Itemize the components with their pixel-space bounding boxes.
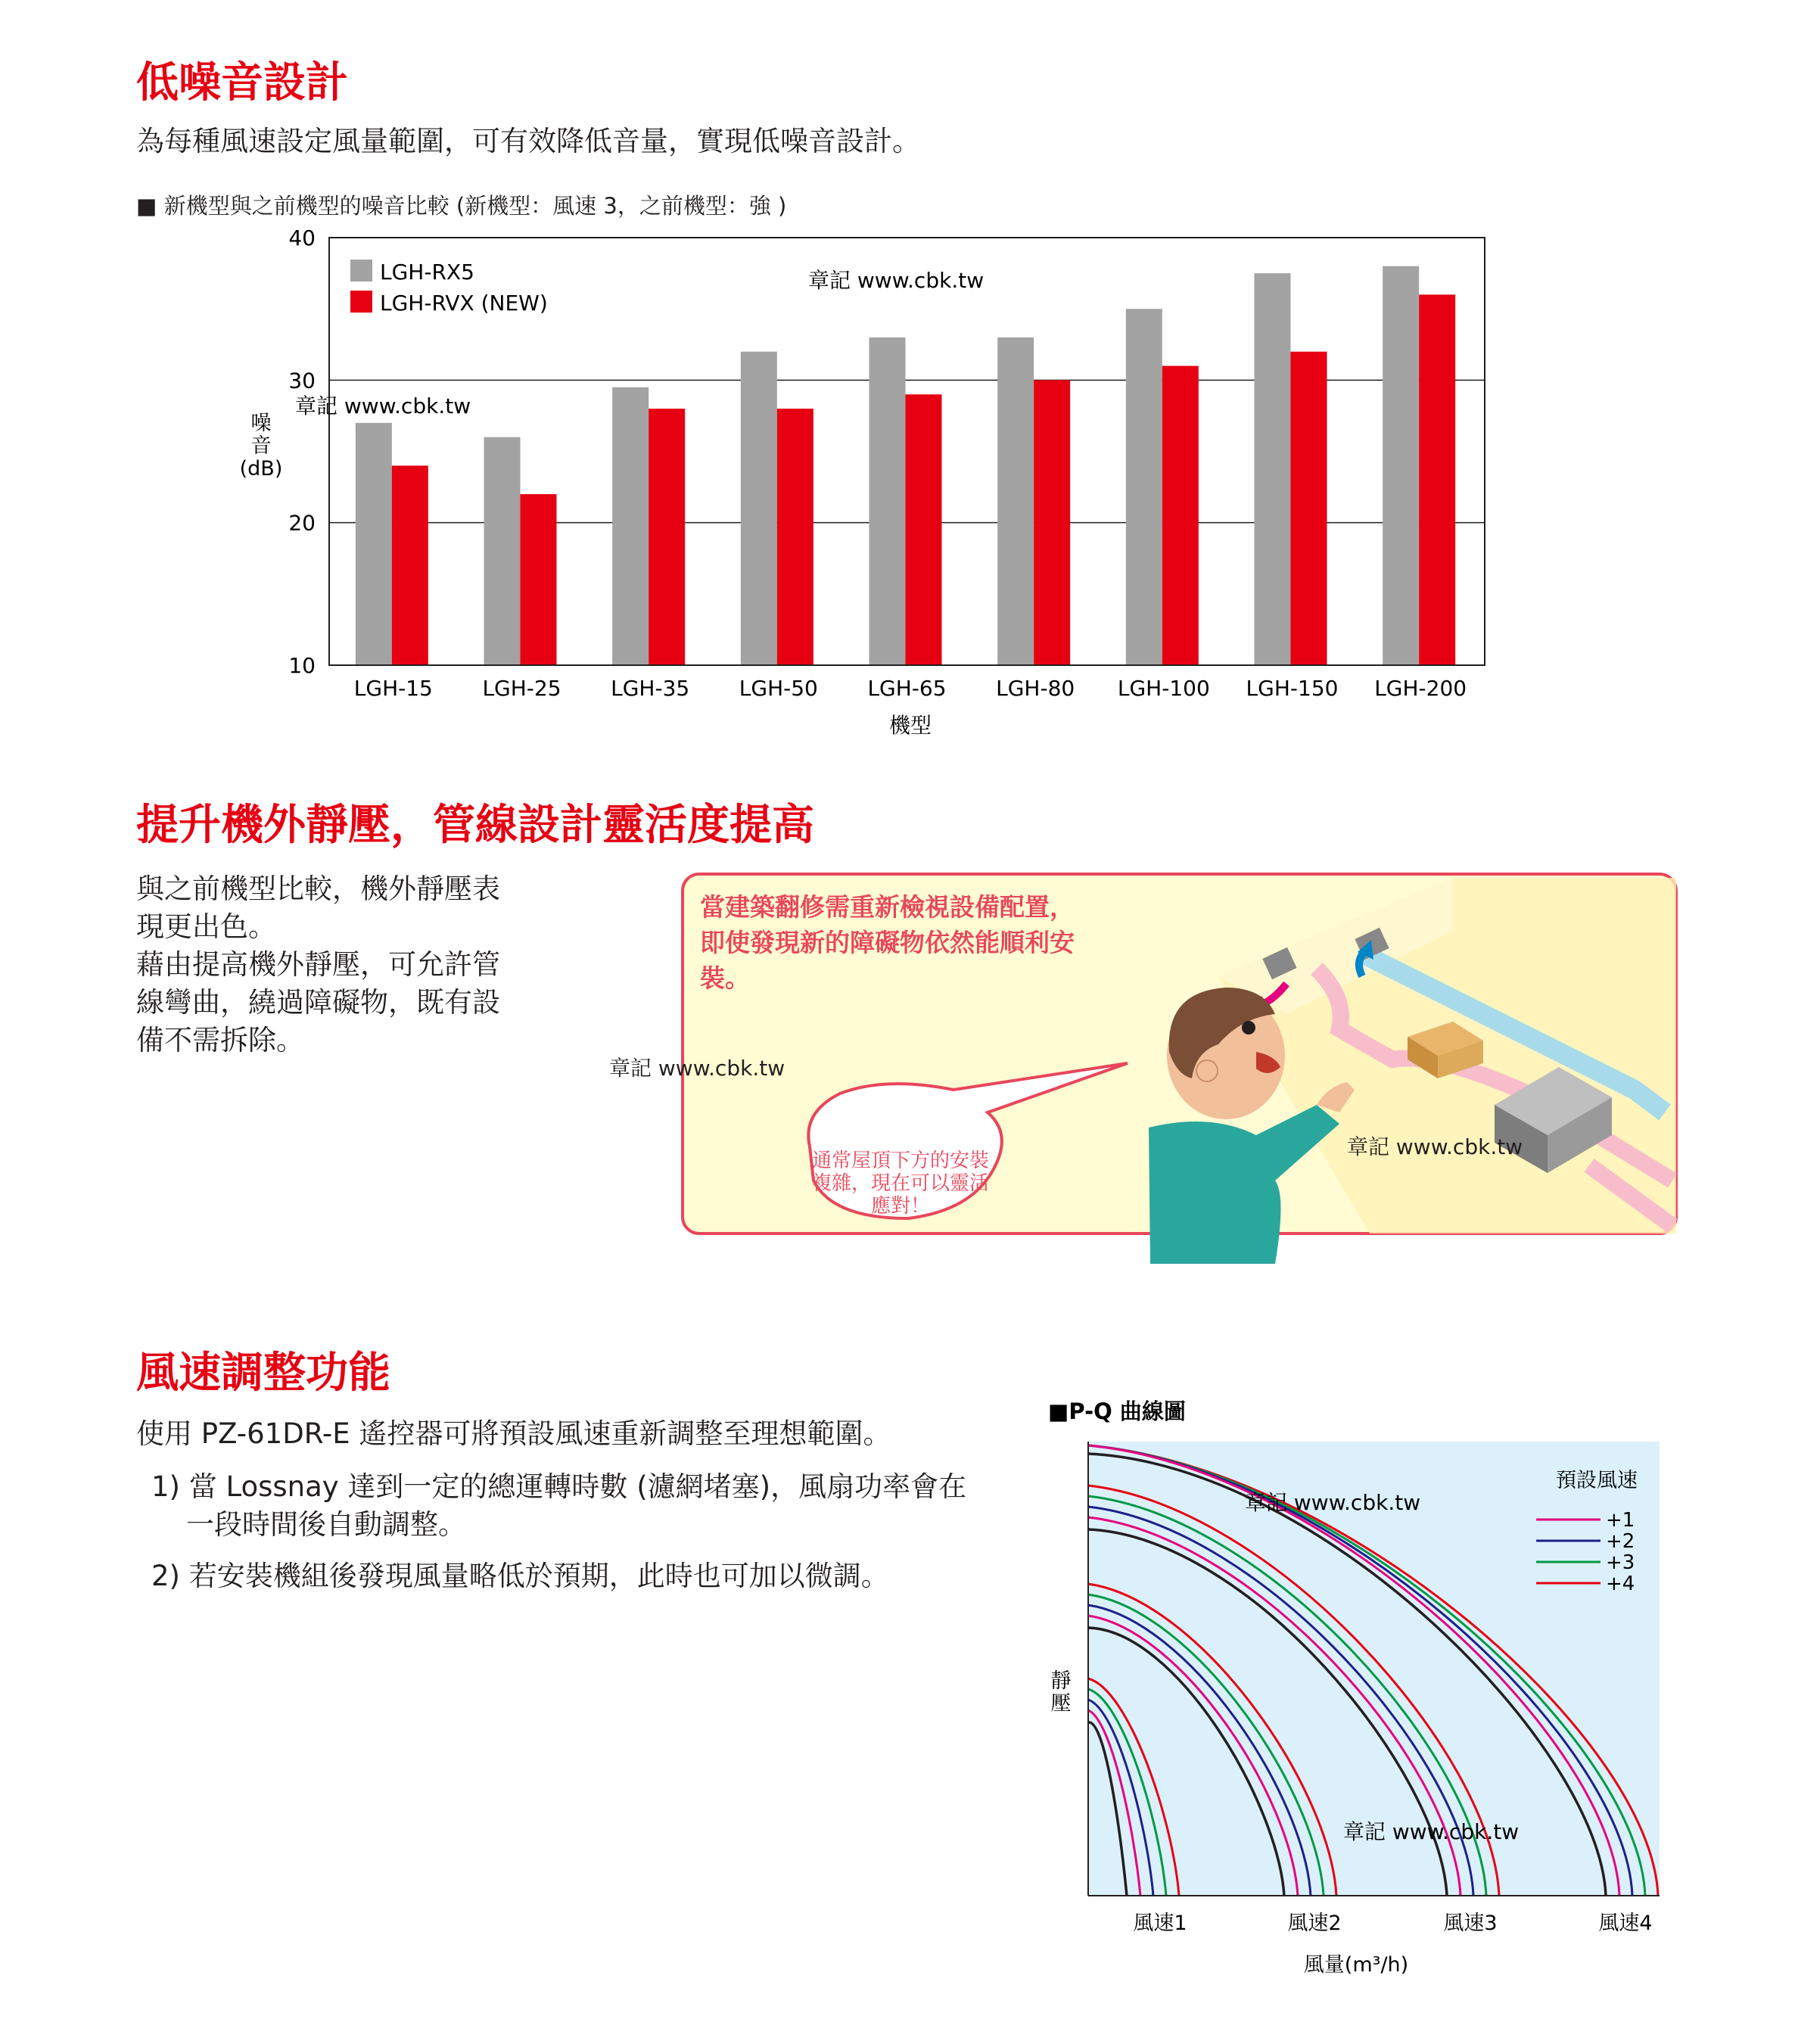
section2-description [136, 870, 500, 1059]
bar-lgh-rvx [906, 394, 942, 665]
bar-lgh-rvx [1419, 294, 1455, 665]
noise-chart-y-label [240, 412, 283, 481]
bar-lgh-rvx [649, 409, 685, 665]
section2-desc-line: 備不需拆除。 [136, 1024, 304, 1056]
legend-swatch-rvx [350, 291, 372, 313]
panel-text-line: 即使發現新的障礙物依然能順利安 [700, 928, 1075, 957]
x-tick-label: LGH-65 [867, 676, 947, 701]
pq-y-label [1051, 1669, 1072, 1716]
y-label-part: 噪 [250, 412, 272, 435]
section2-desc-line: 現更出色。 [136, 910, 276, 943]
noise-chart-x-label: 機型 [888, 713, 932, 738]
bar-lgh-rx5 [484, 437, 521, 665]
bar-lgh-rx5 [741, 352, 777, 665]
watermark: 章記 www.cbk.tw [1343, 1819, 1520, 1844]
section3-description: 使用 PZ-61DR-E 遙控器可將預設風速重新調整至理想範圍。 [136, 1417, 891, 1450]
pq-x-ticks [1133, 1912, 1652, 1935]
bar-lgh-rvx [521, 494, 557, 665]
person-ear [1196, 1060, 1218, 1081]
section2-desc-line: 線彎曲，繞過障礙物，既有設 [136, 986, 500, 1019]
pq-legend-label: +4 [1606, 1573, 1635, 1595]
noise-chart-caption: ■ 新機型與之前機型的噪音比較 (新機型：風速 3，之前機型：強 ) [136, 193, 787, 219]
y-tick-label: 20 [288, 510, 316, 536]
bar-lgh-rx5 [997, 338, 1034, 665]
section3-item-2: 2) 若安裝機組後發現風量略低於預期，此時也可加以微調。 [151, 1560, 889, 1592]
bar-lgh-rvx [1162, 366, 1199, 666]
bubble-line: 通常屋頂下方的安裝 [811, 1150, 990, 1172]
x-tick-label: LGH-15 [353, 676, 433, 701]
x-tick-label: LGH-200 [1374, 676, 1467, 701]
legend-swatch-rx5 [350, 260, 372, 282]
pq-curve-chart [1037, 1392, 1718, 1998]
person-eye [1242, 1021, 1255, 1034]
pq-legend-title: 預設風速 [1556, 1469, 1638, 1492]
y-label-part: 音 [250, 434, 272, 458]
x-tick-label: LGH-50 [739, 676, 818, 701]
bar-lgh-rx5 [356, 423, 392, 665]
pq-legend-label: +2 [1606, 1530, 1635, 1553]
panel-text-line: 裝。 [700, 963, 750, 993]
pq-x-tick-label: 風速1 [1133, 1912, 1187, 1935]
x-tick-label: LGH-80 [996, 676, 1075, 701]
x-tick-label: LGH-100 [1117, 676, 1210, 701]
legend-label-rvx: LGH-RVX (NEW) [380, 291, 548, 316]
bar-lgh-rx5 [1126, 309, 1162, 665]
pq-x-tick-label: 風速3 [1443, 1912, 1498, 1935]
x-tick-label: LGH-150 [1246, 676, 1339, 701]
noise-chart-y-ticks [288, 226, 316, 678]
section2-title: 提升機外靜壓，管線設計靈活度提高 [136, 801, 814, 850]
legend-label-rx5: LGH-RX5 [380, 260, 474, 285]
bar-lgh-rx5 [1383, 266, 1419, 665]
watermark: 章記 www.cbk.tw [295, 394, 471, 418]
item-1-line: 1) 當 Lossnay 達到一定的總運轉時數 (濾網堵塞)，風扇功率會在 [151, 1470, 967, 1503]
section1-title: 低噪音設計 [136, 58, 348, 107]
pq-legend-label: +3 [1606, 1551, 1635, 1574]
section3-item-1 [151, 1468, 966, 1544]
section2-desc-line: 藉由提高機外靜壓，可允許管 [136, 948, 500, 981]
pq-y-label-char: 壓 [1050, 1692, 1072, 1716]
watermark: 章記 www.cbk.tw [1245, 1490, 1421, 1515]
panel-text-line: 當建築翻修需重新檢視設備配置， [700, 892, 1075, 922]
section2-desc-line: 與之前機型比較，機外靜壓表 [136, 873, 500, 905]
bar-lgh-rx5 [869, 338, 906, 665]
noise-chart-bars [356, 266, 1455, 665]
y-tick-label: 40 [288, 226, 316, 250]
noise-chart-x-ticks [354, 676, 1467, 701]
pq-x-label: 風量(m³/h) [1303, 1953, 1409, 1977]
x-tick-label: LGH-25 [482, 676, 561, 701]
bar-lgh-rvx [1034, 380, 1070, 665]
section1-description: 為每種風速設定風量範圍，可有效降低音量，實現低噪音設計。 [136, 125, 920, 157]
bar-lgh-rvx [777, 409, 813, 665]
pq-chart-title: ■P-Q 曲線圖 [1048, 1398, 1186, 1424]
y-tick-label: 10 [288, 653, 316, 678]
watermark: 章記 www.cbk.tw [808, 268, 985, 293]
bar-lgh-rx5 [1255, 273, 1291, 665]
x-tick-label: LGH-35 [611, 676, 690, 701]
watermark: 章記 www.cbk.tw [1347, 1134, 1523, 1159]
bar-lgh-rvx [392, 465, 428, 665]
pq-x-tick-label: 風速4 [1598, 1912, 1653, 1935]
bubble-line: 複雜，現在可以靈活 [811, 1172, 990, 1195]
y-label-part: (dB) [239, 457, 283, 481]
pq-y-label-char: 靜 [1050, 1669, 1072, 1693]
item-1-line: 一段時間後自動調整。 [186, 1508, 466, 1541]
pq-legend-label: +1 [1606, 1509, 1635, 1532]
y-tick-label: 30 [288, 368, 316, 394]
pq-x-tick-label: 風速2 [1287, 1912, 1342, 1935]
noise-bar-chart [0, 0, 1798, 757]
section3-title: 風速調整功能 [136, 1349, 390, 1398]
bubble-line: 應對！ [870, 1195, 931, 1218]
bar-lgh-rx5 [612, 387, 649, 665]
watermark: 章記 www.cbk.tw [609, 1056, 785, 1081]
bar-lgh-rvx [1291, 352, 1327, 665]
